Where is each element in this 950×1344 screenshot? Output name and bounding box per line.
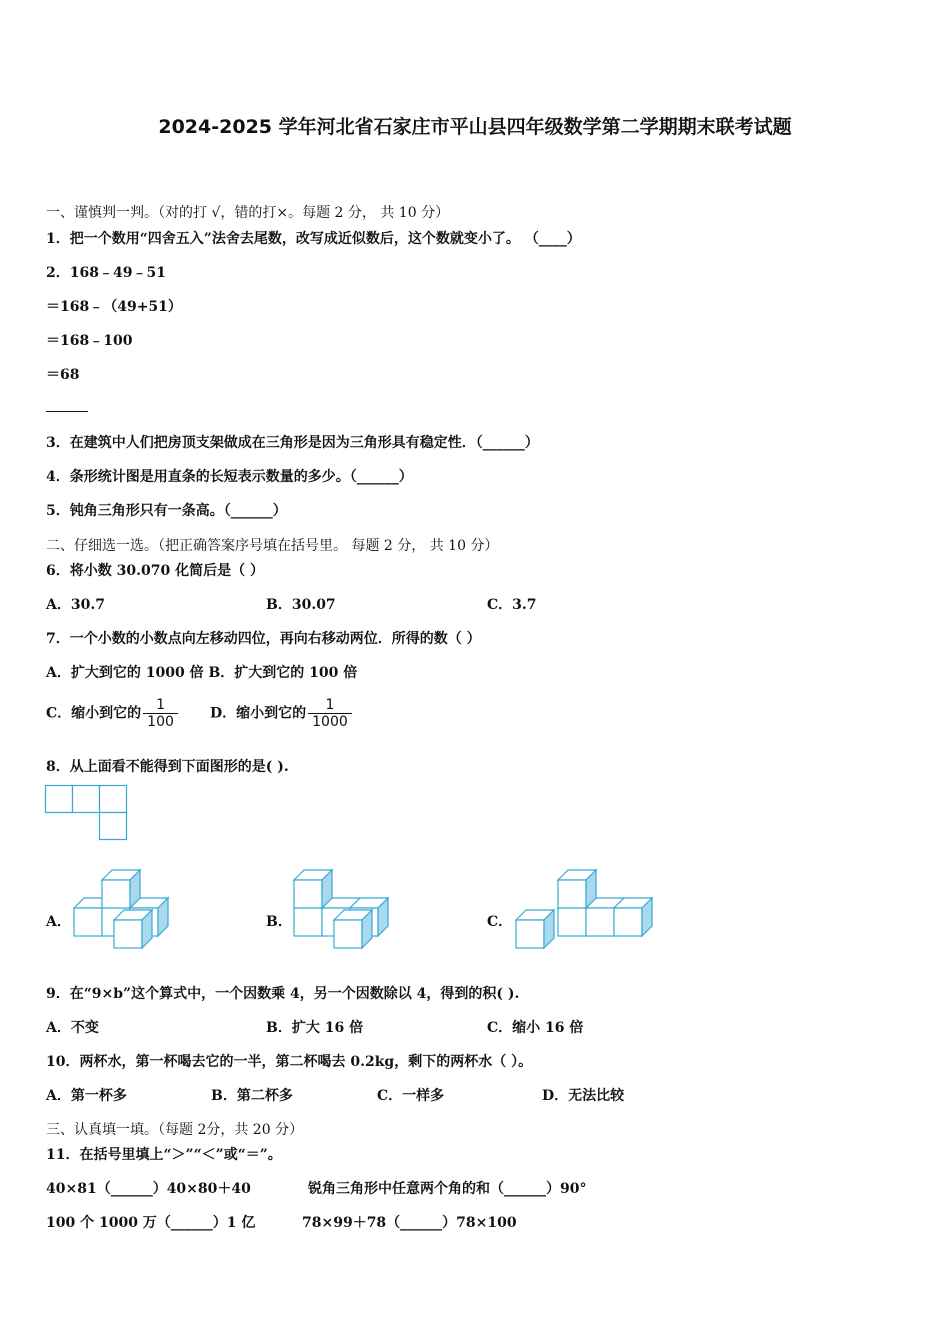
question-6-option-a: A．30.7 — [46, 597, 105, 613]
question-8-option-a: A． — [46, 914, 71, 930]
question-11-item-c: 100 个 1000 万（______）1 亿 — [46, 1215, 256, 1231]
cube-figure-b — [290, 866, 400, 950]
question-7-option-c-label: C．缩小到它的 — [46, 705, 142, 722]
cube-figure-a — [70, 866, 180, 950]
question-3: 3．在建筑中人们把房顶支架做成在三角形是因为三角形具有稳定性．（______） — [46, 435, 539, 451]
question-6-option-b: B．30.07 — [266, 597, 336, 613]
fraction-1-100 — [143, 697, 178, 730]
section-2-heading: 二、仔细选一选。（把正确答案序号填在括号里。 每题 2 分， 共 10 分） — [46, 538, 499, 554]
question-9: 9．在“9×b”这个算式中，一个因数乘 4，另一个因数除以 4，得到的积( ). — [46, 986, 520, 1002]
document-title: 2024-2025 学年河北省石家庄市平山县四年级数学第二学期期末联考试题 — [158, 116, 792, 138]
question-2-answer-blank — [46, 411, 88, 412]
fraction-numerator: 1 — [143, 697, 178, 714]
question-10-option-a: A．第一杯多 — [46, 1088, 127, 1104]
fraction-numerator: 1 — [308, 697, 352, 714]
question-6-option-c: C．3.7 — [487, 597, 537, 613]
question-11-item-d: 78×99＋78（______）78×100 — [302, 1215, 517, 1231]
question-2-line-1: 2．168﹣49﹣51 — [46, 265, 166, 281]
question-11-item-b: 锐角三角形中任意两个角的和（______）90° — [308, 1181, 587, 1197]
question-9-option-b: B．扩大 16 倍 — [266, 1020, 364, 1036]
cube-figure-c — [512, 866, 662, 950]
question-10: 10．两杯水，第一杯喝去它的一半，第二杯喝去 0.2kg，剩下的两杯水（ ）。 — [46, 1054, 533, 1070]
question-10-option-c: C．一样多 — [377, 1088, 445, 1104]
question-7-option-d-label: D．缩小到它的 — [210, 705, 307, 722]
question-2-line-3: ＝168﹣100 — [46, 333, 133, 349]
question-1: 1．把一个数用“四舍五入”法舍去尾数，改写成近似数后，这个数就变小了。 （____） — [46, 231, 581, 247]
question-6: 6．将小数 30.070 化简后是（ ） — [46, 563, 264, 579]
fraction-denominator: 100 — [147, 714, 174, 730]
question-10-option-b: B．第二杯多 — [211, 1088, 293, 1104]
top-view-grid-figure — [45, 785, 129, 841]
question-10-option-d: D．无法比较 — [542, 1088, 625, 1104]
question-9-option-c: C．缩小 16 倍 — [487, 1020, 584, 1036]
question-9-option-a: A．不变 — [46, 1020, 99, 1036]
question-2-line-2: ＝168﹣（49+51） — [46, 299, 182, 315]
question-7-option-d — [210, 697, 352, 730]
fraction-1-1000 — [308, 697, 352, 730]
section-1-heading: 一、谨慎判一判。（对的打 √，错的打×。每题 2 分， 共 10 分） — [46, 205, 450, 221]
question-7: 7．一个小数的小数点向左移动四位，再向右移动两位．所得的数（ ） — [46, 631, 481, 647]
question-4: 4．条形统计图是用直条的长短表示数量的多少。（______） — [46, 469, 413, 485]
question-11-item-a: 40×81（______）40×80＋40 — [46, 1181, 251, 1197]
question-11: 11．在括号里填上“＞”“＜”或“＝”。 — [46, 1147, 282, 1163]
question-7-option-c — [46, 697, 178, 730]
question-8-option-c: C． — [487, 914, 513, 930]
question-8-option-b: B． — [266, 914, 292, 930]
section-3-heading: 三、认真填一填。（每题 2分，共 20 分） — [46, 1122, 304, 1138]
question-8: 8．从上面看不能得到下面图形的是( ). — [46, 759, 289, 775]
question-2-line-4: ＝68 — [46, 367, 80, 383]
question-5: 5．钝角三角形只有一条高。（______） — [46, 503, 287, 519]
fraction-denominator: 1000 — [312, 714, 348, 730]
question-7-options-ab: A．扩大到它的 1000 倍 B．扩大到它的 100 倍 — [46, 665, 358, 681]
